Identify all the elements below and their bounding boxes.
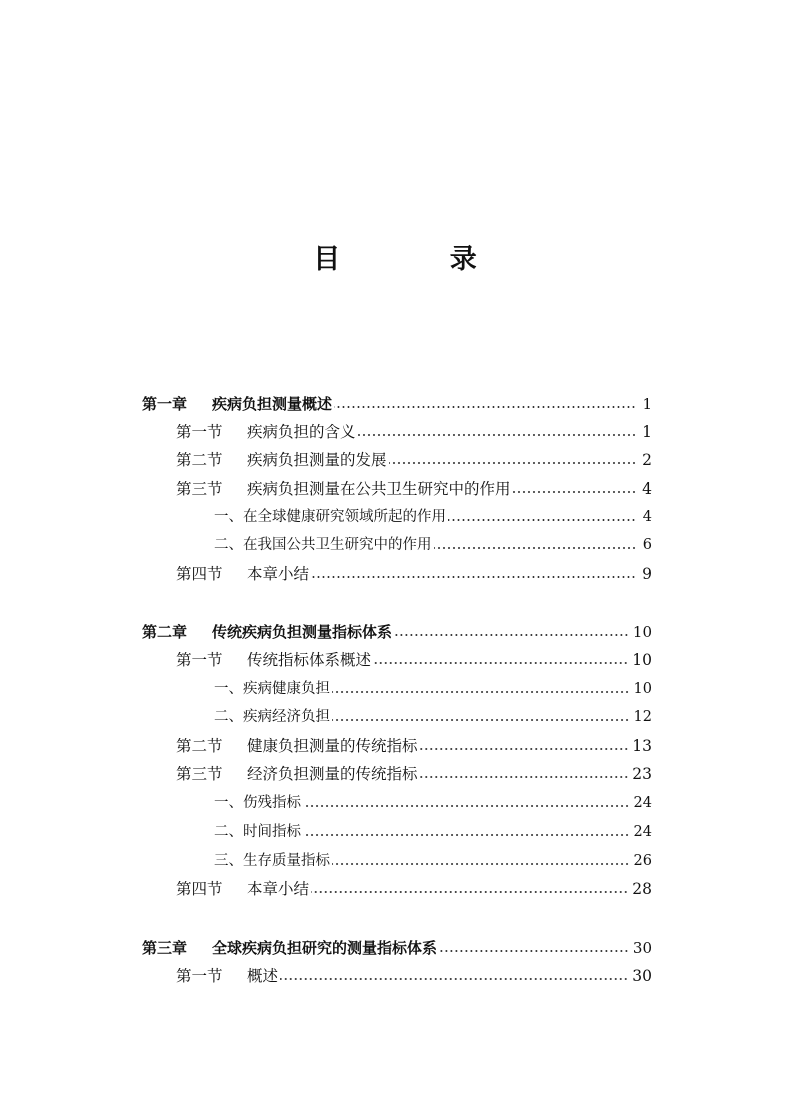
toc-entry[interactable]: [176, 762, 652, 786]
page-number: 6: [642, 537, 652, 553]
chapter-number: 第二章: [142, 623, 188, 641]
entry-title: 三、生存质量指标: [214, 853, 330, 869]
dot-leader: [334, 406, 636, 408]
entry-title: 一、在全球健康研究领域所起的作用: [214, 509, 446, 525]
section-number: 第二节: [176, 737, 223, 755]
section-number: 第四节: [176, 565, 223, 583]
toc-entry[interactable]: [176, 562, 652, 586]
page-number: 23: [632, 765, 652, 783]
page-number: 30: [632, 967, 652, 985]
toc-entry[interactable]: [176, 877, 652, 901]
dot-leader: [420, 748, 629, 750]
page-number: 10: [632, 623, 652, 641]
dot-leader: [280, 978, 628, 980]
page-number: 4: [642, 509, 652, 525]
entry-title: 概述: [247, 967, 279, 985]
entry-title: 传统疾病负担测量指标体系: [212, 623, 393, 641]
section-number: 第一节: [176, 651, 223, 669]
page-number: 1: [642, 395, 652, 413]
page-number: 28: [632, 880, 652, 898]
section-number: 第三节: [176, 480, 223, 498]
entry-title: 疾病负担测量在公共卫生研究中的作用: [247, 480, 511, 498]
toc-entry[interactable]: [214, 791, 652, 815]
page-number: 4: [642, 480, 652, 498]
dot-leader: [303, 805, 630, 807]
toc-entry[interactable]: [214, 849, 652, 873]
section-number: 第三节: [176, 765, 223, 783]
dot-leader: [311, 891, 628, 893]
toc-entry[interactable]: [214, 533, 652, 557]
dot-leader: [448, 519, 636, 521]
dot-leader: [332, 719, 630, 721]
page-number: 2: [642, 451, 652, 469]
page-title: 目 录: [313, 244, 527, 275]
entry-title: 二、疾病经济负担: [214, 709, 330, 725]
toc-entry[interactable]: [176, 964, 652, 988]
entry-title: 一、疾病健康负担: [214, 681, 330, 697]
toc-entry[interactable]: [176, 648, 652, 672]
dot-leader: [389, 462, 636, 464]
dot-leader: [303, 834, 630, 836]
page-number: 24: [633, 824, 652, 840]
dot-leader: [332, 863, 630, 865]
page-number: 10: [632, 651, 652, 669]
toc-entry[interactable]: [214, 505, 652, 529]
page-number: 26: [633, 853, 652, 869]
page-number: 13: [632, 737, 652, 755]
section-number: 第一节: [176, 967, 223, 985]
page-number: 12: [633, 709, 652, 725]
dot-leader: [439, 950, 629, 952]
toc-entry[interactable]: [176, 734, 652, 758]
section-number: 第四节: [176, 880, 223, 898]
page-number: 9: [642, 565, 652, 583]
dot-leader: [434, 547, 637, 549]
entry-title: 健康负担测量的传统指标: [247, 737, 418, 755]
entry-title: 疾病负担测量概述: [212, 395, 333, 413]
page-number: 10: [633, 681, 652, 697]
entry-title: 全球疾病负担研究的测量指标体系: [212, 939, 438, 957]
dot-leader: [420, 776, 629, 778]
page-number: 30: [632, 939, 652, 957]
entry-title: 本章小结: [247, 880, 310, 898]
toc-entry[interactable]: [142, 936, 652, 960]
toc-entry[interactable]: [142, 392, 652, 416]
entry-title: 传统指标体系概述: [247, 651, 372, 669]
toc-entry[interactable]: [142, 620, 652, 644]
chapter-number: 第一章: [142, 395, 188, 413]
chapter-number: 第三章: [142, 939, 188, 957]
dot-leader: [332, 691, 630, 693]
dot-leader: [394, 634, 629, 636]
entry-title: 疾病负担测量的发展: [247, 451, 387, 469]
section-number: 第二节: [176, 451, 223, 469]
entry-title: 一、伤残指标: [214, 795, 301, 811]
toc-entry[interactable]: [214, 677, 652, 701]
dot-leader: [513, 491, 636, 493]
dot-leader: [373, 662, 628, 664]
entry-title: 二、时间指标: [214, 824, 301, 840]
toc-entry[interactable]: [176, 448, 652, 472]
entry-title: 疾病负担的含义: [247, 423, 356, 441]
page-number: 24: [633, 795, 652, 811]
section-number: 第一节: [176, 423, 223, 441]
toc-entry[interactable]: [176, 477, 652, 501]
toc-entry[interactable]: [214, 705, 652, 729]
page-number: 1: [642, 423, 652, 441]
toc-entry[interactable]: [214, 820, 652, 844]
entry-title: 本章小结: [247, 565, 310, 583]
toc-entry[interactable]: [176, 420, 652, 444]
entry-title: 二、在我国公共卫生研究中的作用: [214, 537, 432, 553]
dot-leader: [358, 434, 636, 436]
entry-title: 经济负担测量的传统指标: [247, 765, 418, 783]
dot-leader: [311, 576, 636, 578]
